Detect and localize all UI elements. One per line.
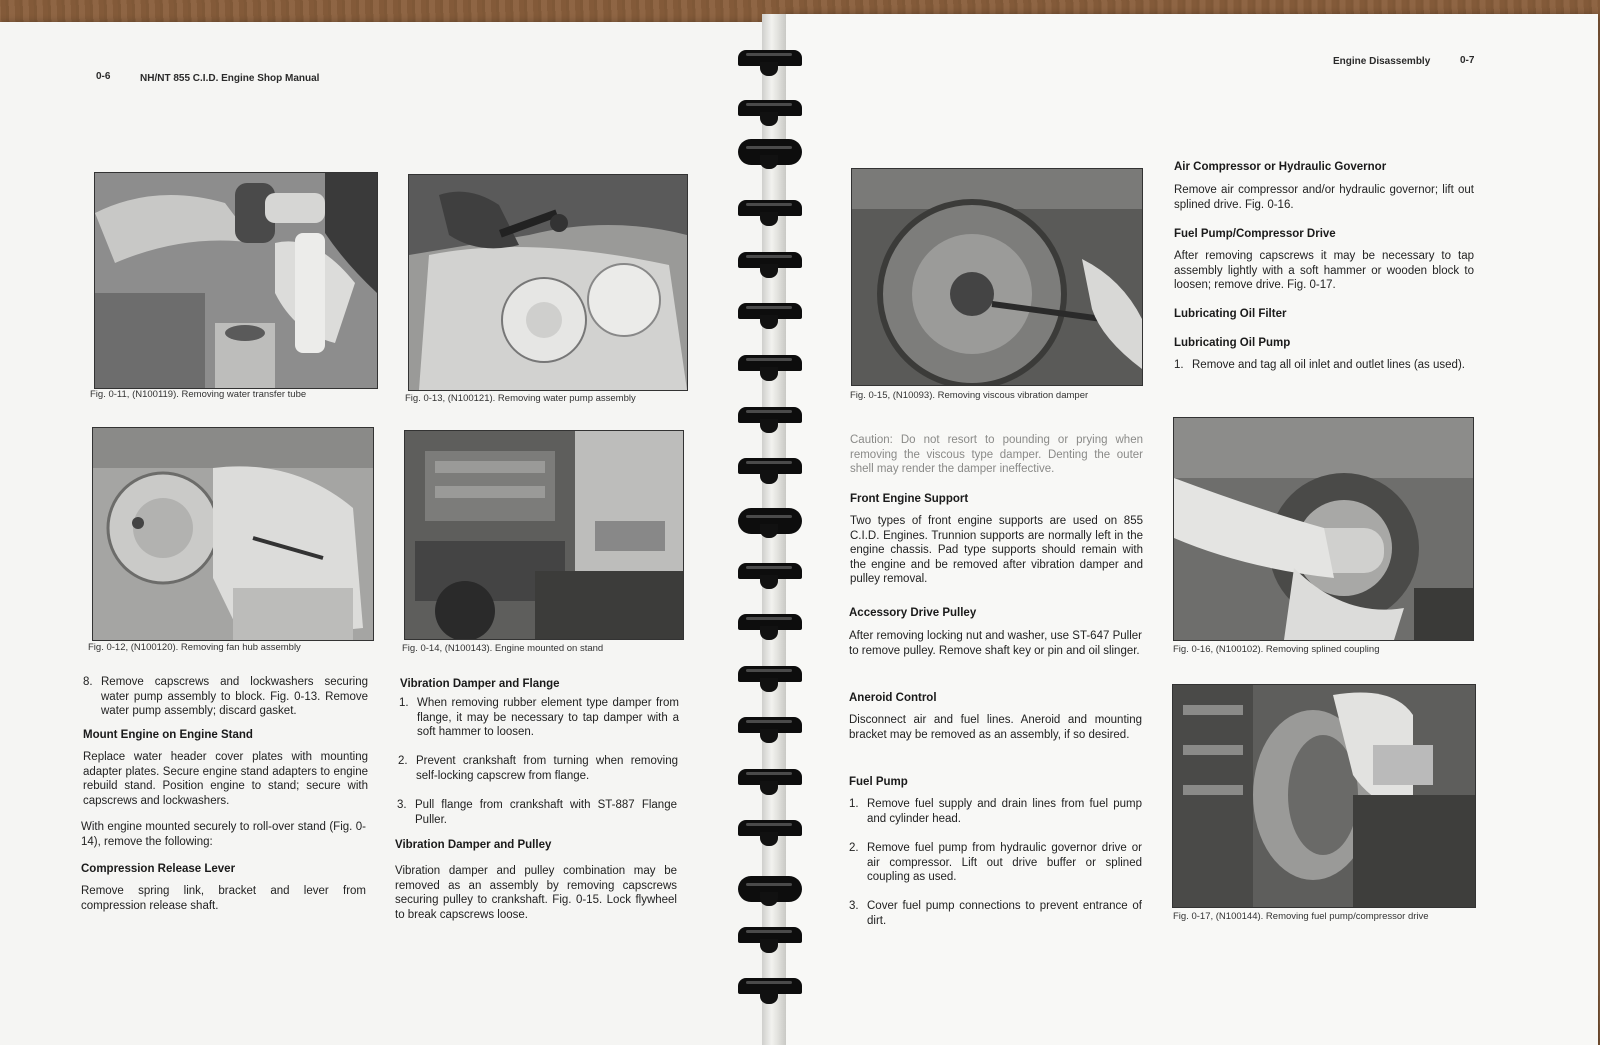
spiral-coil bbox=[738, 927, 802, 949]
spiral-coil bbox=[738, 458, 802, 480]
figure-0-17-photo bbox=[1172, 684, 1476, 908]
spiral-coil bbox=[738, 769, 802, 791]
figure-0-17-caption: Fig. 0-17, (N100144). Removing fuel pump/compressor drive bbox=[1173, 911, 1429, 922]
figure-0-14-photo bbox=[404, 430, 684, 640]
heading-accessory-drive-pulley: Accessory Drive Pulley bbox=[849, 607, 977, 619]
spiral-coil bbox=[738, 666, 802, 688]
list-item bbox=[849, 797, 1142, 826]
figure-0-12-photo bbox=[92, 427, 374, 641]
figure-0-11-photo bbox=[94, 172, 378, 389]
list-item-text: Remove and tag all oil inlet and outlet lines (as used). bbox=[1192, 359, 1465, 371]
left-page bbox=[0, 22, 765, 1045]
paragraph-compression-release: Remove spring link, bracket and lever from compression release shaft. bbox=[81, 885, 366, 912]
caution-note: Caution: Do not resort to pounding or prying when removing the viscous type damper. Denting the outer shell may render the damper ineffective. bbox=[850, 434, 1143, 475]
figure-0-16-caption: Fig. 0-16, (N100102). Removing splined coupling bbox=[1173, 644, 1380, 655]
spiral-coil bbox=[738, 614, 802, 636]
spiral-coil bbox=[738, 355, 802, 377]
figure-0-11-caption: Fig. 0-11, (N100119). Removing water transfer tube bbox=[90, 389, 307, 400]
heading-air-compressor: Air Compressor or Hydraulic Governor bbox=[1174, 161, 1387, 173]
spiral-coil bbox=[738, 717, 802, 739]
list-item bbox=[399, 696, 679, 740]
list-item-number: 3. bbox=[849, 900, 859, 912]
right-page bbox=[782, 14, 1598, 1045]
list-item-number: 2. bbox=[849, 842, 859, 854]
paragraph-rollover-stand: With engine mounted securely to roll-over stand (Fig. 0-14), remove the following: bbox=[81, 821, 366, 848]
heading-lubricating-oil-filter: Lubricating Oil Filter bbox=[1174, 308, 1287, 320]
figure-0-13-caption: Fig. 0-13, (N100121). Removing water pump assembly bbox=[405, 393, 636, 404]
list-item-text: Remove fuel pump from hydraulic governor drive or air compressor. Lift out drive buffer or splined coupling as used. bbox=[867, 842, 1142, 883]
spiral-coil bbox=[738, 303, 802, 325]
paragraph-mount-engine: Replace water header cover plates with mounting adapter plates. Secure engine stand adapters to engine rebuild stand. Position engine to stand; secure with capscrews and lockwashers. bbox=[83, 751, 368, 807]
figure-0-15-caption: Fig. 0-15, (N10093). Removing viscous vibration damper bbox=[850, 390, 1089, 401]
spiral-coil bbox=[738, 100, 802, 122]
heading-lubricating-oil-pump: Lubricating Oil Pump bbox=[1174, 337, 1291, 349]
list-item bbox=[849, 841, 1142, 885]
paragraph-aneroid-control: Disconnect air and fuel lines. Aneroid and mounting bracket may be removed as an assembly, if so desired. bbox=[849, 714, 1142, 741]
spiral-coil bbox=[738, 143, 802, 165]
heading-vibration-damper-pulley: Vibration Damper and Pulley bbox=[395, 839, 552, 851]
spiral-coil bbox=[738, 407, 802, 429]
list-item-number: 2. bbox=[398, 755, 408, 767]
list-item-text: Cover fuel pump connections to prevent entrance of dirt. bbox=[867, 900, 1142, 927]
spiral-coil bbox=[738, 50, 802, 72]
paragraph-vibration-damper-pulley: Vibration damper and pulley combination may be removed as an assembly by removing capscrews securing pulley to crankshaft. Fig. 0-15. Lock flywheel to break capscrews loose. bbox=[395, 865, 677, 921]
spiral-coil bbox=[738, 563, 802, 585]
list-item bbox=[398, 754, 678, 783]
heading-vibration-damper-flange: Vibration Damper and Flange bbox=[400, 678, 560, 690]
figure-0-14-caption: Fig. 0-14, (N100143). Engine mounted on stand bbox=[402, 643, 604, 654]
heading-compression-release: Compression Release Lever bbox=[81, 863, 236, 875]
heading-fuel-pump-compressor-drive: Fuel Pump/Compressor Drive bbox=[1174, 228, 1336, 240]
paragraph-air-compressor: Remove air compressor and/or hydraulic governor; lift out splined drive. Fig. 0-16. bbox=[1174, 184, 1474, 211]
running-title: Engine Disassembly bbox=[1333, 56, 1431, 67]
list-item-number: 1. bbox=[399, 697, 409, 709]
list-item-text: Remove fuel supply and drain lines from fuel pump and cylinder head. bbox=[867, 798, 1142, 825]
page-number: 0-7 bbox=[1460, 55, 1475, 66]
spiral-coil bbox=[738, 880, 802, 902]
paragraph-front-engine-support: Two types of front engine supports are used on 855 C.I.D. Engines. Trunnion supports are normally left in the engine chassis. Pad type supports should remain with the engine and be removed after vibration damper and pulley removal. bbox=[850, 515, 1143, 585]
figure-0-12-caption: Fig. 0-12, (N100120). Removing fan hub assembly bbox=[88, 642, 301, 653]
heading-front-engine-support: Front Engine Support bbox=[850, 493, 969, 505]
figure-0-13-photo bbox=[408, 174, 688, 391]
page-number: 0-6 bbox=[96, 71, 111, 82]
step-8-number: 8. bbox=[83, 676, 93, 688]
spiral-coil bbox=[738, 252, 802, 274]
heading-aneroid-control: Aneroid Control bbox=[849, 692, 937, 704]
list-item-text: When removing rubber element type damper from flange, it may be necessary to tap damper with a soft hammer to loosen. bbox=[417, 697, 679, 738]
step-8-text: Remove capscrews and lockwashers securing water pump assembly to block. Fig. 0-13. Remove water pump assembly; discard gasket. bbox=[101, 676, 368, 717]
paragraph-accessory-drive-pulley: After removing locking nut and washer, use ST-647 Puller to remove pulley. Remove shaft key or pin and oil slinger. bbox=[849, 630, 1142, 657]
list-item bbox=[849, 899, 1142, 928]
heading-fuel-pump: Fuel Pump bbox=[849, 776, 908, 788]
spiral-coil bbox=[738, 512, 802, 534]
list-item bbox=[1174, 358, 1474, 373]
step-8 bbox=[83, 675, 368, 719]
running-title: NH/NT 855 C.I.D. Engine Shop Manual bbox=[140, 73, 320, 84]
figure-0-15-photo bbox=[851, 168, 1143, 386]
spiral-coil bbox=[738, 820, 802, 842]
heading-mount-engine: Mount Engine on Engine Stand bbox=[83, 729, 253, 741]
list-item-text: Prevent crankshaft from turning when removing self-locking capscrew from flange. bbox=[416, 755, 678, 782]
spiral-coil bbox=[738, 978, 802, 1000]
paragraph-fuel-pump-compressor-drive: After removing capscrews it may be necessary to tap assembly lightly with a soft hammer or wooden block to loosen; remove drive. Fig. 0-17. bbox=[1174, 250, 1474, 291]
list-item-text: Pull flange from crankshaft with ST-887 Flange Puller. bbox=[415, 799, 677, 826]
list-item-number: 3. bbox=[397, 799, 407, 811]
list-item-number: 1. bbox=[849, 798, 859, 810]
list-item-number: 1. bbox=[1174, 359, 1184, 371]
list-item bbox=[397, 798, 677, 827]
figure-0-16-photo bbox=[1173, 417, 1474, 641]
spiral-coil bbox=[738, 200, 802, 222]
